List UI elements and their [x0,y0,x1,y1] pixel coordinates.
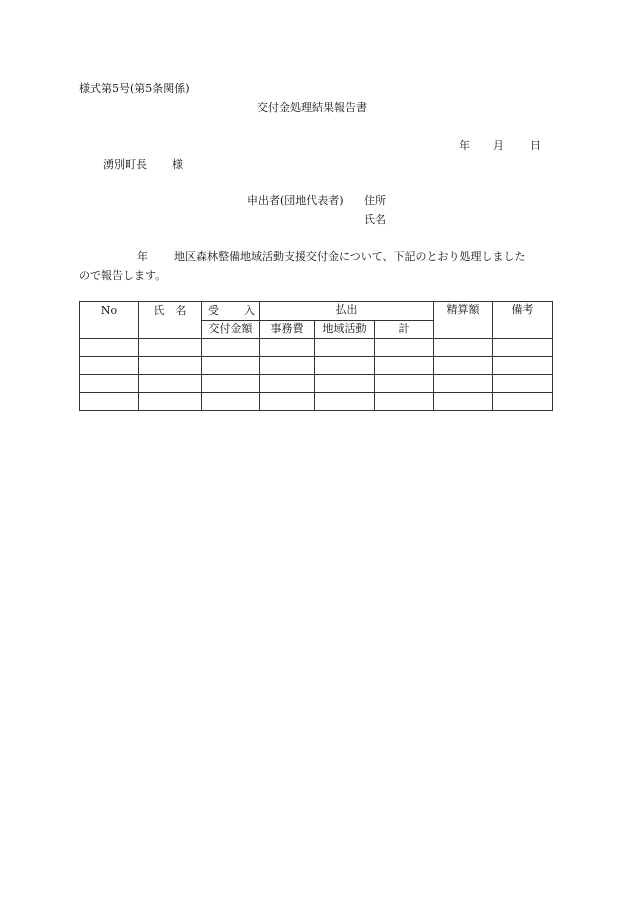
header-received [202,302,260,321]
date-month-label: 月 [493,139,504,152]
table-cell[interactable] [202,393,260,411]
table-cell[interactable] [493,393,553,411]
table-cell[interactable] [260,375,315,393]
addressee-name: 湧別町長 [103,158,147,171]
table-cell[interactable] [202,339,260,357]
table-cell[interactable] [260,339,315,357]
body-text-line-1: 地区森林整備地域活動支援交付金について、下記のとおり処理しました [174,250,526,263]
table-cell[interactable] [315,375,375,393]
header-received-amount: 交付金額 [202,321,260,339]
header-name: 氏 名 [139,302,202,339]
report-table [79,301,553,411]
table-cell[interactable] [260,357,315,375]
table-cell[interactable] [80,375,139,393]
table-cell[interactable] [202,357,260,375]
table-cell[interactable] [493,375,553,393]
body-year-label: 年 [137,250,148,263]
table-cell[interactable] [315,339,375,357]
table-cell[interactable] [493,357,553,375]
form-number: 様式第5号(第5条関係) [79,82,190,95]
header-total: 計 [375,321,434,339]
table-cell[interactable] [493,339,553,357]
table-row [80,357,553,375]
table-cell[interactable] [315,393,375,411]
applicant-name-label: 氏名 [364,213,386,226]
document-title: 交付金処理結果報告書 [257,101,367,114]
table-cell[interactable] [80,393,139,411]
table-cell[interactable] [80,357,139,375]
table-cell[interactable] [202,375,260,393]
table-row [80,339,553,357]
table-cell[interactable] [139,339,202,357]
applicant-label: 申出者(団地代表者) [247,194,344,207]
date-year-label: 年 [459,139,470,152]
addressee-honorific: 様 [172,158,183,171]
table-cell[interactable] [375,375,434,393]
table-cell[interactable] [139,375,202,393]
table-cell[interactable] [434,393,493,411]
table-cell[interactable] [139,357,202,375]
table-cell[interactable] [434,357,493,375]
table-cell[interactable] [375,357,434,375]
header-remarks: 備考 [493,302,553,339]
table-cell[interactable] [434,339,493,357]
table-cell[interactable] [139,393,202,411]
table-cell[interactable] [260,393,315,411]
table-row [80,393,553,411]
header-settlement: 精算額 [434,302,493,339]
table-row [80,375,553,393]
header-office-cost: 事務費 [260,321,315,339]
header-payout: 払出 [260,302,434,321]
header-received-part-2: 入 [244,304,255,317]
body-text-line-2: ので報告します。 [79,269,167,282]
applicant-address-label: 住所 [364,194,386,207]
table-cell[interactable] [80,339,139,357]
table-cell[interactable] [375,393,434,411]
header-no: No [80,302,139,339]
table-cell[interactable] [375,339,434,357]
table-cell[interactable] [434,375,493,393]
table-header-row-1 [80,302,553,321]
header-received-part-1: 受 [208,304,219,317]
table-cell[interactable] [315,357,375,375]
header-regional-activity: 地域活動 [315,321,375,339]
date-day-label: 日 [530,139,541,152]
